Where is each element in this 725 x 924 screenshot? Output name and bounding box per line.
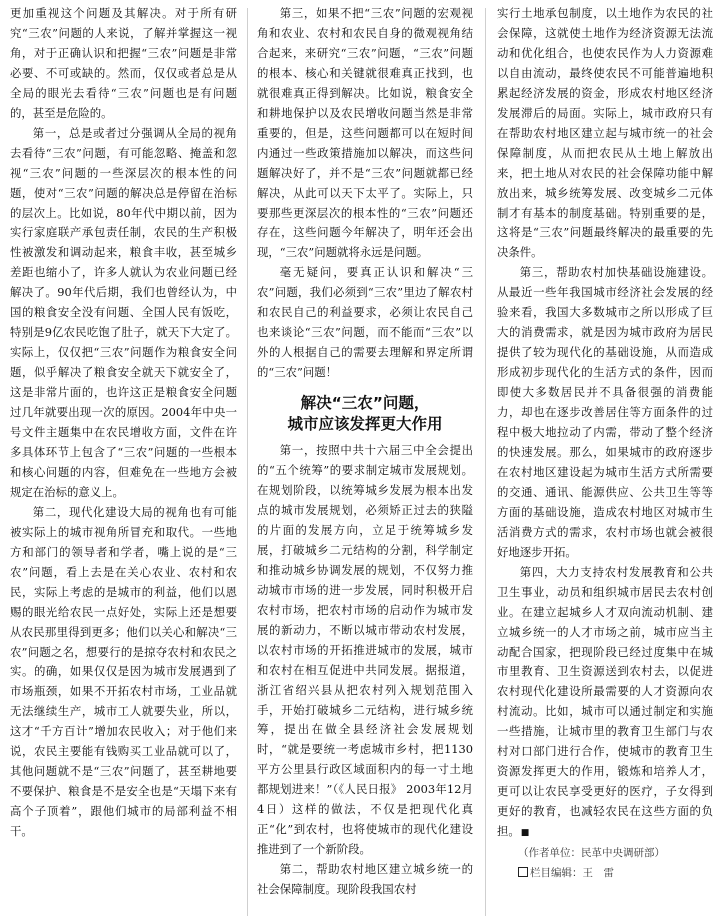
- author-affiliation: （作者单位：民革中央调研部）: [518, 847, 665, 860]
- paragraph: 第一，总是或者过分强调从全局的视角去看待“三农”问题，有可能忽略、掩盖和忽视“三农”问题的一些深层次的根本性的问题，使对“三农”问题的解决总是停留在治标的层次上。比如说，80年代中期以前，因为实行家庭联产承包责任制，农民的生产积极性被激发和调动起来，粮食丰收，甚至城乡差距也缩小了，许多人就认为农业问题已经解决了。90年代后期，我们也曾经认为，中国的粮食安全没有问题、全国人民有饭吃，特别是9亿农民吃饱了肚子，就天下大定了。实际上，仅仅把“三农”问题作为粮食安全问题，似乎解决了粮食安全就天下就安全了，这是非常片面的，也许这正是粮食安全问题过几年就要出现一次的原因。2004年中央一号文件主题集中在农民增收方面，文件在许多具体环节上包含了“三农”问题的一些根本和核心问题的内容，但难免在一些地方会被规定在治标的意义上。: [10, 125, 237, 499]
- column-divider: [485, 8, 486, 916]
- text-column-left: [10, 4, 237, 918]
- text-column-right: [497, 4, 713, 918]
- paragraph: 第三，如果不把“三农”问题的宏观视角和农业、农村和农民自身的微观视角结合起来，来研究“三农”问题，“三农”问题的根本、核心和关键就很难真正找到，也就很难真正得到解决。比如说，粮食安全和耕地保护以及农民增收问题当然是非常重要的，但是，这些问题都可以在短时间内通过一些政策措施加以解决，而这些问题解决好了，并不是“三农”问题就都已经解决，从此可以天下太平了。实际上，只要那些更深层次的根本性的“三农”问题还存在，这些问题今年解决了，明年还会出现，“三农”问题就将永远是问题。: [257, 6, 473, 260]
- paragraph: 更加重视这个问题及其解决。对于所有研究“三农”问题的人来说，了解并掌握这一视角，对于正确认识和把握“三农”问题是非常必要、不可或缺的。然而，仅仅或者总是从全局的眼光去看待“三农”问题也是有问题的，甚至是危险的。: [10, 6, 237, 120]
- column-divider: [247, 8, 248, 916]
- paragraph: 第一，按照中共十六届三中全会提出的“五个统筹”的要求制定城市发展规划。在规划阶段，以统筹城乡发展为根本出发点的城市发展规划，必须矫正过去的狭隘的片面的发展方向，立足于统筹城乡发展，打破城乡二元结构的分割，科学制定和推动城乡协调发展的规划，不仅努力推动城市市场的进一步发展，同时积极开启农村市场，把农村市场的启动作为城市发展的新动力，不断以城市带动农村发展，以农村市场的开拓推进城市的发展，城市和农村在相互促进中共同发展。据报道，浙江省绍兴县从把农村列入规划范围入手，开始打破城乡二元结构，进行城乡统筹，提出在做全县经济社会发展规划时，“就是要统一考虑城市乡村，把1130平方公里县行政区域面积内的每一寸土地都规划进来！”（《人民日报》 2003年12月4日）这样的做法，不仅是把现代化真正“化”到农村，也将使城市的现代化建设推进到了一个新阶段。: [257, 443, 473, 857]
- section-heading: [257, 393, 473, 435]
- text-column-middle: [257, 4, 473, 918]
- paragraph: 第三，帮助农村加快基础设施建设。从最近一些年我国城市经济社会发展的经验来看，我国大多数城市之所以形成了巨大的消费需求，就是因为城市政府为居民提供了较为现代化的基础设施，从而造成形成初步现代化的生活方式的条件，因而即使大多数居民并不具备很强的消费能力，却也在逐步改善居住等方面条件的过程中极大地拉动了内需，带动了整个经济的快速发展。那么，如果城市的政府逐步在农村地区建设起为城市生活方式所需要的交通、通讯、能源供应、公共卫生等等方面的基础设施，造成农村地区对城市生活消费方式的需求，农村市场也就会被很好地逐步开拓。: [497, 265, 713, 559]
- editor-credit-text: 栏目编辑：王 雷: [530, 866, 614, 879]
- paragraph: 第二，帮助农村地区建立城乡统一的社会保障制度。现阶段我国农村: [257, 862, 473, 897]
- square-box-icon: [518, 867, 528, 877]
- editor-credit: [497, 864, 713, 884]
- paragraph-text: 第四，大力支持农村发展教育和公共卫生事业，动员和组织城市居民去农村创业。在建立起城乡人才双向流动机制、建立城乡统一的人才市场之前，城市应当主动配合国家，把现阶段已经过度集中在城市里教育、卫生资源送到农村去，以促进农村现代化建设所最需要的人才资源向农村流动。比如，城市可以通过制定和实施一些措施，让城市里的教育卫生部门与农村对口部门进行合作，使城市的教育卫生资源发挥更大的作用，锻炼和培养人才，更可以让农民享受更好的医疗，子女得到更好的教育，也减轻农民在这些方面的负担。: [497, 564, 713, 839]
- paragraph: 毫无疑问，要真正认识和解决“三农”问题，我们必须到“三农”里边了解农村和农民自己的利益要求，必须让农民自己也来谈论“三农”问题，而不能而“三农”以外的人根据自己的需要去理解和界定所谓的“三农”问题！: [257, 265, 473, 380]
- article-end-mark: ■: [520, 828, 530, 839]
- paragraph: [497, 563, 713, 844]
- section-heading-line-2: 城市应该发挥更大作用: [287, 415, 443, 434]
- paragraph: 第二，现代化建设大局的视角也有可能被实际上的城市视角所冒充和取代。一些地方和部门的领导者和学者，嘴上说的是“三农”问题，看上去是在关心农业、农村和农民，实际上考虑的是城市的利益，他们以恩赐的眼光给农民一点好处，实际上还是想要从农民那里得到更多；他们以关心和解决“三农”问题之名，想要行的是掠夺农村和农民之实。的确，如果仅仅是因为城市发展遇到了市场瓶颈，如果不开拓农村市场，工业品就无法继续生产，城市工人就要失业，所以，这才“千方百计”增加农民收入；对于他们来说，农民主要能有钱购买工业品就可以了，其他问题就不是“三农”问题了，甚至耕地要不要保护、粮食是不是安全也是“天塌下来有高个子顶着”，跟他们城市的局部利益不相干。: [10, 504, 237, 839]
- paragraph: 实行土地承包制度，以土地作为农民的社会保障，这就使土地作为经济资源无法流动和优化组合，也使农民作为人力资源难以自由流动，最终使农民不可能普遍地积累起经济发展的资金，形成农村地区经济发展滞后的局面。实际上，城市政府只有在帮助农村地区建立起与城市统一的社会保障制度，从而把农民从土地上解放出来，把土地从对农民的社会保障功能中解放出来，城乡统筹发展、改变城乡二元体制才有基本的制度基础。特别重要的是，这将是“三农”问题最终解决的最重要的先决条件。: [497, 6, 713, 260]
- section-heading-line-1: 解决“三农”问题，: [300, 394, 430, 413]
